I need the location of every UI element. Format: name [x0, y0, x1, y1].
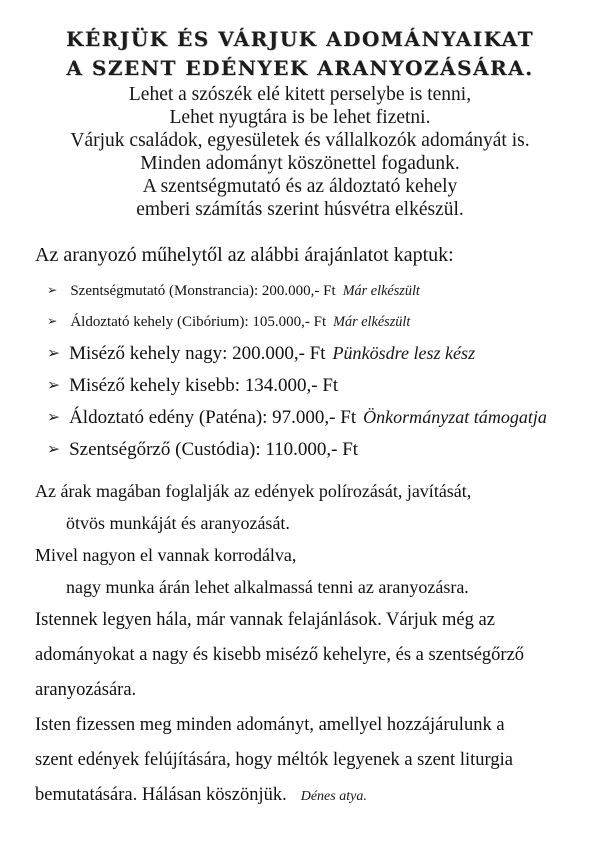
offer-list-item [47, 307, 600, 338]
offer-item-text: Szentségmutató (Monstrancia): 200.000,- Ft [70, 283, 336, 299]
offer-list-item [47, 402, 600, 434]
offer-item-note: Pünkösdre lesz kész [332, 343, 476, 363]
price-offer-list [0, 276, 600, 466]
body-text [35, 475, 600, 814]
arrow-bullet-icon: ➢ [47, 408, 61, 426]
document-header [0, 0, 600, 221]
offer-list-item [47, 434, 600, 466]
arrow-bullet-icon: ➢ [47, 283, 58, 297]
offer-item-text: Áldoztató edény (Paténa): 97.000,- Ft [69, 407, 357, 428]
paragraph-line [35, 778, 600, 814]
page-title-line-2: A SZENT EDÉNYEK ARANYOZÁSÁRA. [66, 56, 534, 80]
intro-line: Lehet a szószék elé kitett perselybe is tenni, [128, 84, 472, 105]
paragraph-line: Istennek legyen hála, már vannak felajánlások. Várjuk még az [35, 610, 495, 630]
offer-list-item [47, 276, 600, 307]
arrow-bullet-icon: ➢ [47, 440, 61, 458]
intro-line: A szentségmutató és az áldoztató kehely [142, 176, 458, 197]
arrow-bullet-icon: ➢ [47, 314, 58, 328]
paragraph-line: nagy munka árán lehet alkalmassá tenni az aranyozásra. [66, 577, 469, 597]
paragraph-line: Mivel nagyon el vannak korrodálva, [35, 545, 297, 565]
signature: Dénes atya. [300, 789, 367, 804]
closing-line: bemutatására. Hálásan köszönjük. [35, 785, 287, 805]
offer-list-item [47, 370, 600, 402]
offer-item-note: Önkormányzat támogatja [363, 407, 547, 427]
offer-list-item [47, 338, 600, 370]
offer-item-text: Miséző kehely nagy: 200.000,- Ft [69, 343, 326, 364]
paragraph-line: ötvös munkáját és aranyozását. [66, 513, 290, 533]
intro-line: emberi számítás szerint húsvétra elkészül. [136, 199, 464, 220]
arrow-bullet-icon: ➢ [47, 344, 61, 362]
offer-item-text: Szentségőrző (Custódia): 110.000,- Ft [69, 439, 359, 460]
offer-heading: Az aranyozó műhelytől az alábbi árajánlatot kaptuk: [35, 244, 454, 266]
paragraph-line: aranyozására. [35, 680, 137, 700]
offer-item-text: Áldoztató kehely (Cibórium): 105.000,- Ft [70, 314, 327, 330]
paragraph-line: szent edények felújítására, hogy méltók legyenek a szent liturgia [35, 750, 513, 770]
paragraph-line: Az árak magában foglalják az edények polírozását, javítását, [35, 481, 472, 501]
page-title-line-1: KÉRJÜK ÉS VÁRJUK ADOMÁNYAIKAT [66, 27, 534, 51]
intro-line: Várjuk családok, egyesületek és vállalkozók adományát is. [70, 130, 530, 151]
arrow-bullet-icon: ➢ [47, 376, 61, 394]
offer-item-note: Már elkészült [333, 314, 411, 330]
intro-line: Minden adományt köszönettel fogadunk. [140, 153, 460, 174]
offer-item-text: Miséző kehely kisebb: 134.000,- Ft [69, 375, 339, 396]
offer-item-note: Már elkészült [342, 283, 420, 299]
intro-line: Lehet nyugtára is be lehet fizetni. [169, 107, 431, 128]
paragraph-line: adományokat a nagy és kisebb miséző kehelyre, és a szentségőrző [35, 645, 525, 665]
paragraph-line: Isten fizessen meg minden adományt, amellyel hozzájárulunk a [35, 715, 505, 735]
